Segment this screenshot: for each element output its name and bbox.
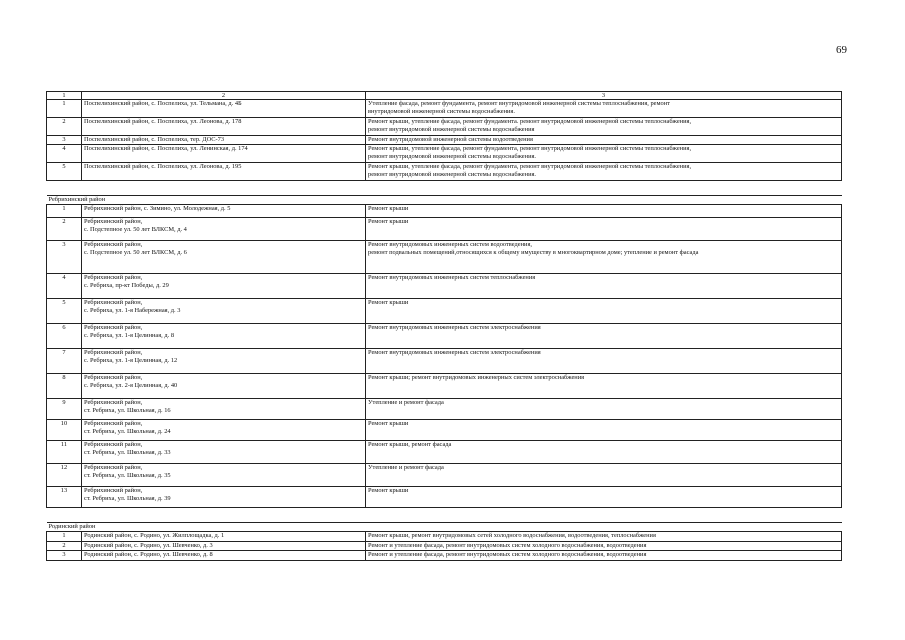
section-spacer <box>47 180 842 195</box>
row-number: 4 <box>47 145 82 163</box>
section-title-row <box>47 195 842 204</box>
row-number: 2 <box>47 117 82 135</box>
address-line: с. Подстепное ул. 50 лет ВЛКСМ, д. 6 <box>84 249 187 257</box>
address-line: ст. Ребриха, ул. Школьная, д. 39 <box>84 495 171 503</box>
table-row <box>47 218 842 241</box>
table-row <box>47 441 842 464</box>
section-title: Родинский район <box>47 523 842 532</box>
table-row <box>47 135 842 144</box>
work-line: Ремонт внутридомовой инженерной системы водоотведения <box>368 135 533 143</box>
address-line: Ребрихинский район, <box>84 299 143 307</box>
work-line: Ремонт крыши, ремонт внутридомовых сетей холодного водоснабжения, водоотведения, теплоснабжения <box>368 532 656 540</box>
work-line: ремонт внутридомовой инженерной системы водоснабжения <box>368 126 535 134</box>
address-line: ст. Ребриха, ул. Школьная, д. 35 <box>84 472 171 480</box>
address-line: ст. Ребриха, ул. Школьная, д. 24 <box>84 428 171 436</box>
row-number: 2 <box>47 541 82 550</box>
work-line: Ремонт крыши, утепление фасада, ремонт фундамента, ремонт внутридомовой инженерной системы теплоснабжения, <box>368 145 692 153</box>
work-line: Ремонт и утепление фасада, ремонт внутридомовых систем холодного водоснабжения, водоотведения <box>368 541 647 549</box>
work-cell <box>366 399 842 420</box>
section-title: Ребрихинский район <box>47 195 842 204</box>
work-line: Ремонт крыши; ремонт внутридомовых инженерных систем электроснабжения <box>368 374 585 382</box>
address-cell <box>82 399 366 420</box>
work-cell <box>366 205 842 218</box>
work-line: Ремонт крыши, ремонт фасада <box>368 441 452 449</box>
address-line: Ребрихинский район, <box>84 274 143 282</box>
work-cell <box>366 145 842 163</box>
section-spacer-cell <box>47 180 842 195</box>
address-cell <box>82 218 366 241</box>
table-row <box>47 464 842 487</box>
address-cell <box>82 532 366 541</box>
address-cell <box>82 441 366 464</box>
work-line: Ремонт и утепление фасада, ремонт внутридомовых систем холодного водоснабжения, водоотведения <box>368 551 647 559</box>
row-number: 11 <box>47 441 82 464</box>
row-number: 1 <box>47 100 82 118</box>
row-number: 4 <box>47 274 82 299</box>
table-row <box>47 374 842 399</box>
row-number: 13 <box>47 487 82 508</box>
work-line: ремонт внутридомовой инженерной системы водоснабжения. <box>368 171 537 179</box>
work-line: Утепление фасада, ремонт фундамента, ремонт внутридомовой инженерной системы теплоснабжения, ремонт <box>368 100 670 107</box>
table-row <box>47 324 842 349</box>
address-line: Родинский район, с. Родино, ул. Шевченко, д. 8 <box>84 551 213 559</box>
address-line: с. Ребриха, ул. 1-я Целинная, д. 12 <box>84 357 178 365</box>
work-cell <box>366 349 842 374</box>
address-line: Ребрихинский район, <box>84 374 143 382</box>
address-line: Ребрихинский район, <box>84 241 143 249</box>
table-row <box>47 241 842 274</box>
repair-program-table <box>46 91 842 561</box>
row-number: 1 <box>47 205 82 218</box>
work-cell <box>366 420 842 441</box>
address-cell <box>82 299 366 324</box>
address-cell <box>82 117 366 135</box>
row-number: 2 <box>47 218 82 241</box>
section-title-row <box>47 523 842 532</box>
table-row <box>47 162 842 180</box>
address-cell <box>82 464 366 487</box>
address-line: с. Ребриха, ул. 1-я Целинная, д. 8 <box>84 332 175 340</box>
address-line: Родинский район, с. Родино, ул. Шевченко, д. 3 <box>84 541 213 549</box>
address-line: Родинский район, с. Родино, ул. Жилплощадка, д. 1 <box>84 532 225 540</box>
header-cell-work: 3 <box>366 92 842 100</box>
table-row <box>47 100 842 118</box>
table-row <box>47 274 842 299</box>
work-line: Ремонт крыши <box>368 420 409 428</box>
address-cell <box>82 274 366 299</box>
work-line: Ремонт крыши, утепление фасада, ремонт фундамента, ремонт внутридомовой инженерной системы теплоснабжения, <box>368 162 692 170</box>
address-cell <box>82 100 366 118</box>
address-cell <box>82 135 366 144</box>
work-line: Ремонт внутридомовых инженерных систем водоотведения, <box>368 241 533 249</box>
address-cell <box>82 420 366 441</box>
address-line: Ребрихинский район, <box>84 324 143 332</box>
row-number: 7 <box>47 349 82 374</box>
work-line: ремонт подвальных помещений,относящихся к общему имуществу в многоквартирном доме; утепление и ремонт фасада <box>368 249 699 257</box>
page-number: 69 <box>836 44 847 56</box>
address-line: Ребрихинский район, <box>84 464 143 472</box>
row-number: 3 <box>47 135 82 144</box>
row-number: 9 <box>47 399 82 420</box>
work-line: Утепление и ремонт фасада <box>368 399 444 407</box>
work-line: Ремонт внутридомовых инженерных систем электроснабжения <box>368 349 541 357</box>
address-line: ст. Ребриха, ул. Школьная, д. 33 <box>84 449 171 457</box>
work-line: Ремонт крыши <box>368 299 409 307</box>
table-row <box>47 541 842 550</box>
address-line: Ребрихинский район, <box>84 349 143 357</box>
table-row <box>47 349 842 374</box>
address-line: Поспелихинский район, с. Поспелиха, ул. Ленинская, д. 174 <box>84 145 248 153</box>
address-line: с. Ребриха, пр-кт Победы, д. 29 <box>84 282 169 290</box>
work-line: внутридомовой инженерной системы водоснабжения. <box>368 108 515 116</box>
work-line: Ремонт внутридомовых инженерных систем теплоснабжения <box>368 274 536 282</box>
address-line: с. Ребриха, ул. 2-я Целинная, д. 40 <box>84 382 178 390</box>
work-line: Ремонт крыши <box>368 218 409 226</box>
row-number: 12 <box>47 464 82 487</box>
row-number: 5 <box>47 299 82 324</box>
row-number: 10 <box>47 420 82 441</box>
table-row <box>47 532 842 541</box>
work-cell <box>366 162 842 180</box>
section-spacer <box>47 508 842 523</box>
work-cell <box>366 241 842 274</box>
work-line: Ремонт крыши <box>368 487 409 495</box>
row-number: 1 <box>47 532 82 541</box>
address-cell <box>82 487 366 508</box>
work-cell <box>366 551 842 560</box>
row-number: 8 <box>47 374 82 399</box>
address-line: Ребрихинский район, с. Зимино, ул. Молодежная, д. 5 <box>84 205 231 213</box>
table-row <box>47 399 842 420</box>
address-line: Поспелихинский район, с. Поспелиха, ул. Леонова, д. 178 <box>84 117 242 125</box>
work-cell <box>366 374 842 399</box>
address-cell <box>82 551 366 560</box>
table-row <box>47 117 842 135</box>
address-line: Поспелихинский район, с. Поспелиха, ул. Тельмана, д. 4Б <box>84 100 242 107</box>
work-line: Ремонт внутридомовых инженерных систем электроснабжения <box>368 324 541 332</box>
work-line: Ремонт крыши <box>368 205 409 213</box>
work-cell <box>366 487 842 508</box>
work-line: Ремонт крыши, утепление фасада, ремонт фундамента. ремонт внутридомовой инженерной системы теплоснабжения, <box>368 117 692 125</box>
row-number: 3 <box>47 241 82 274</box>
work-cell <box>366 100 842 118</box>
address-line: Ребрихинский район, <box>84 218 143 226</box>
address-line: Ребрихинский район, <box>84 441 143 449</box>
address-cell <box>82 241 366 274</box>
table-row <box>47 420 842 441</box>
address-cell <box>82 145 366 163</box>
header-cell-address: 2 <box>82 92 366 100</box>
work-line: ремонт внутридомовой инженерной системы водоснабжения. <box>368 153 537 161</box>
work-line: Утепление и ремонт фасада <box>368 464 444 472</box>
work-cell <box>366 135 842 144</box>
header-cell-num: 1 <box>47 92 82 100</box>
table-row <box>47 551 842 560</box>
row-number: 3 <box>47 551 82 560</box>
address-cell <box>82 324 366 349</box>
table-row <box>47 205 842 218</box>
address-line: с. Подстепное ул. 50 лет ВЛКСМ, д. 4 <box>84 226 187 234</box>
row-number: 5 <box>47 162 82 180</box>
work-cell <box>366 532 842 541</box>
address-line: с. Ребриха, ул. 1-я Набережная, д. 3 <box>84 307 181 315</box>
address-line: Поспелихинский район, с. Поспелиха, тер. ДОС-73 <box>84 135 225 143</box>
address-line: Ребрихинский район, <box>84 420 143 428</box>
work-cell <box>366 218 842 241</box>
header-row <box>47 92 842 100</box>
work-cell <box>366 441 842 464</box>
table-row <box>47 145 842 163</box>
section-spacer-cell <box>47 508 842 523</box>
address-line: Поспелихинский район, с. Поспелиха, ул. Леонова, д. 195 <box>84 162 242 170</box>
address-line: ст. Ребриха, ул. Школьная, д. 16 <box>84 407 171 415</box>
work-cell <box>366 117 842 135</box>
work-cell <box>366 324 842 349</box>
work-cell <box>366 274 842 299</box>
work-cell <box>366 464 842 487</box>
work-cell <box>366 299 842 324</box>
address-cell <box>82 205 366 218</box>
row-number: 6 <box>47 324 82 349</box>
address-line: Ребрихинский район, <box>84 399 143 407</box>
address-line: Ребрихинский район, <box>84 487 143 495</box>
table-row <box>47 299 842 324</box>
table-row <box>47 487 842 508</box>
address-cell <box>82 541 366 550</box>
address-cell <box>82 349 366 374</box>
address-cell <box>82 374 366 399</box>
work-cell <box>366 541 842 550</box>
address-cell <box>82 162 366 180</box>
